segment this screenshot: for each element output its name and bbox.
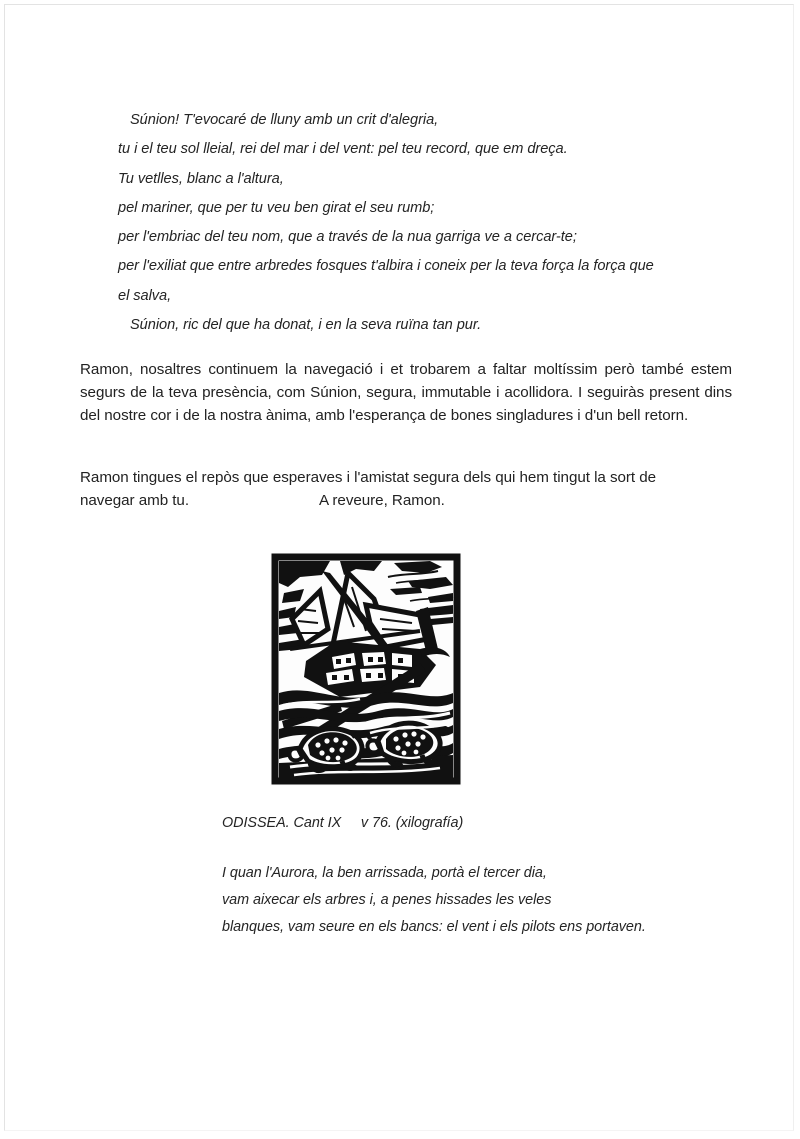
poem-line: Tu vetlles, blanc a l'altura, — [118, 170, 284, 187]
prose-paragraph-2-line-2 — [80, 489, 732, 512]
odyssey-line: vam aixecar els arbres i, a penes hissades les veles — [222, 892, 552, 908]
prose-closing-text: navegar amb tu. — [80, 492, 190, 510]
odyssey-verses-block — [222, 860, 742, 941]
espriu-poem-block — [118, 106, 758, 340]
poem-line: el salva, — [118, 287, 172, 304]
odyssey-line: I quan l'Aurora, la ben arrissada, portà el tercer dia, — [222, 865, 547, 881]
figure-caption: ODISSEA. Cant IX v 76. (xilografía) — [222, 815, 464, 831]
odyssey-line: blanques, vam seure en els bancs: el vent i els pilots ens portaven. — [222, 919, 646, 935]
poem-line: pel mariner, que per tu veu ben girat el seu rumb; — [118, 199, 435, 216]
prose-paragraph-1: Ramon, nosaltres continuem la navegació i et trobarem a faltar moltíssim però també estem segurs de la teva presència, com Súnion, segura, immutable i acollidora. I seguiràs present dins del nostre cor i de la nostra ànima, amb l'esperança de bones singladures i d'un bell retorn. — [80, 361, 732, 425]
poem-line: Súnion! T'evocaré de lluny amb un crit d'alegria, — [130, 112, 439, 128]
poem-line: tu i el teu sol lleial, rei del mar i del vent: pel teu record, que em dreça. — [118, 141, 568, 158]
poem-line: per l'embriac del teu nom, que a través de la nua garriga ve a cercar-te; — [118, 229, 577, 246]
farewell-text: A reveure, Ramon. — [319, 492, 445, 510]
poem-line: Súnion, ric del que ha donat, i en la seva ruïna tan pur. — [130, 317, 482, 334]
poem-line: per l'exiliat que entre arbredes fosques t'albira i coneix per la teva força la força que — [118, 258, 654, 275]
woodcut-ship-in-storm — [270, 553, 462, 786]
prose-paragraph-2-line-1: Ramon tingues el repòs que esperaves i l'amistat segura dels qui hem tingut la sort de — [80, 469, 657, 486]
prose-paragraph-2 — [80, 466, 732, 512]
